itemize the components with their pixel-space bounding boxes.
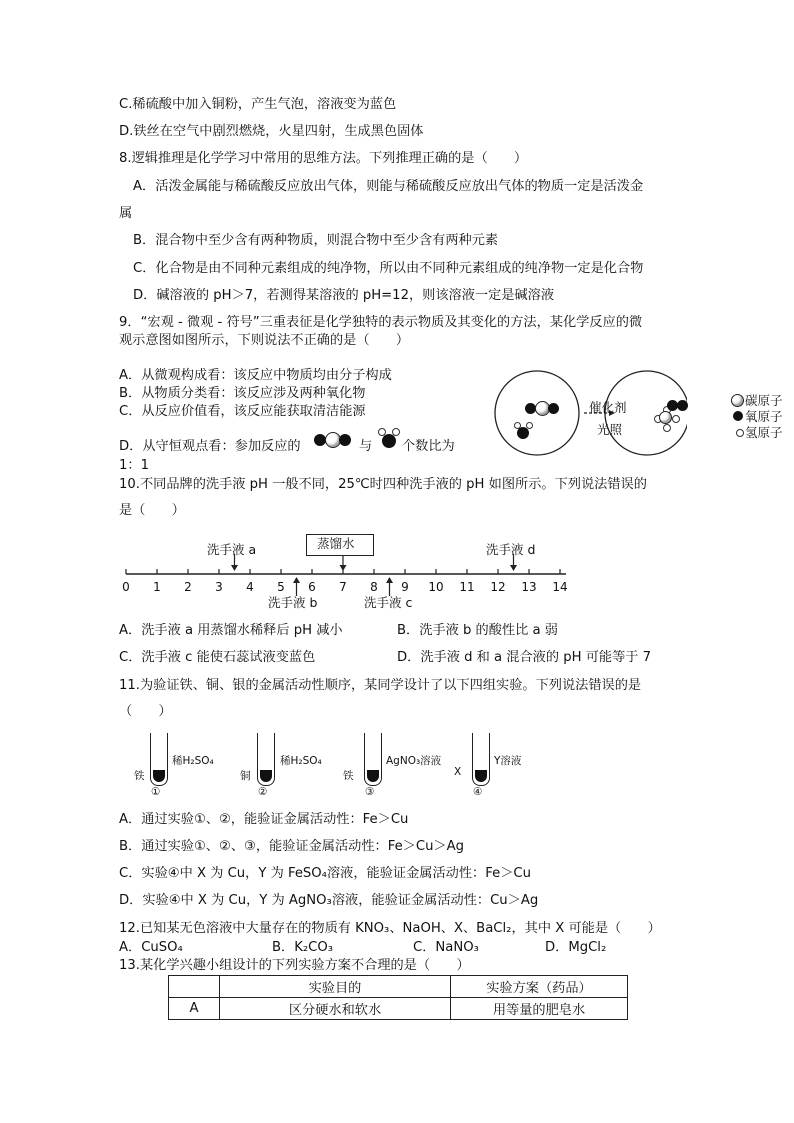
q12-option-a: A．CuSO₄ (119, 940, 183, 955)
ph-tick-label: 8 (370, 580, 378, 594)
tube-1-number: ① (151, 786, 161, 798)
tube-2-solution: 稀H₂SO₄ (280, 755, 322, 767)
catalyst-label: 催化剂 (589, 400, 627, 415)
q10-stem: 10.不同品牌的洗手液 pH 一般不同，25℃时四种洗手液的 pH 如图所示。下列说法错误的 (119, 477, 647, 492)
handwash-c-label: 洗手液 c (364, 595, 413, 610)
q9-option-b: B．从物质分类看：该反应涉及两种氧化物 (119, 386, 366, 401)
q8-option-d: D．碱溶液的 pH＞7，若测得某溶液的 pH=12，则该溶液一定是碱溶液 (133, 288, 555, 303)
ph-tick-label: 13 (521, 580, 537, 594)
ph-tick-label: 9 (401, 580, 409, 594)
tube-4-solution: Y溶液 (494, 755, 522, 767)
tube-4-metal: X (454, 766, 462, 778)
q10-option-c: C．洗手液 c 能使石蕊试液变蓝色 (119, 650, 316, 665)
q7-option-d: D.铁丝在空气中剧烈燃烧，火星四射，生成黑色固体 (119, 124, 424, 139)
q8-stem: 8.逻辑推理是化学学习中常用的思维方法。下列推理正确的是（ ） (119, 151, 528, 166)
distilled-water-arrow-head (340, 565, 347, 571)
q7-option-c: C.稀硫酸中加入铜粉，产生气泡，溶液变为蓝色 (119, 97, 397, 112)
q9-stem: 9．“宏观 - 微观 - 符号”三重表征是化学独特的表示物质及其变化的方法，某化学反应的微 (119, 315, 643, 330)
handwash-d-label: 洗手液 d (486, 542, 536, 557)
q9-option-d-and: 与 (359, 439, 373, 454)
q12-option-c: C．NaNO₃ (413, 940, 479, 955)
ph-tick-label: 1 (153, 580, 161, 594)
tube-4-number: ④ (473, 786, 483, 798)
q13-table (168, 975, 628, 1020)
q11-stem: 11.为验证铁、铜、银的金属活动性顺序，某同学设计了以下四组实验。下列说法错误的是 (119, 678, 642, 693)
tube-2-metal: 铜 (240, 770, 251, 782)
table-row (169, 976, 628, 998)
ph-tick-label: 0 (122, 580, 130, 594)
q9-option-a: A．从微观构成看：该反应中物质均由分子构成 (119, 368, 392, 383)
q10-option-d: D．洗手液 d 和 a 混合液的 pH 可能等于 7 (397, 650, 652, 665)
q10-option-a: A．洗手液 a 用蒸馏水稀释后 pH 减小 (119, 623, 343, 638)
q9-stem-cont: 观示意图如图所示，下则说法不正确的是（ ） (119, 333, 410, 348)
handwash-d-arrow-head (510, 565, 517, 571)
ph-tick-label: 3 (215, 580, 223, 594)
ph-tick-label: 11 (459, 580, 475, 594)
q10-option-b: B．洗手液 b 的酸性比 a 弱 (397, 623, 558, 638)
q9-option-d-ratio: 1：1 (119, 458, 149, 473)
table-cell (169, 976, 220, 998)
q8-option-c: C．化合物是由不同种元素组成的纯净物，所以由不同种元素组成的纯净物一定是化合物 (133, 261, 644, 276)
ph-tick-label: 4 (246, 580, 254, 594)
q11-option-d: D．实验④中 X 为 Cu，Y 为 AgNO₃溶液，能验证金属活动性：Cu＞Ag (119, 893, 539, 908)
q12-stem: 12.已知某无色溶液中大量存在的物质有 KNO₃、NaOH、X、BaCl₂，其中 X 可能是（ ） (119, 921, 661, 936)
q11-stem-cont: （ ） (119, 704, 172, 719)
distilled-water-label: 蒸馏水 (317, 536, 355, 551)
q8-option-a-cont: 属 (119, 206, 133, 221)
ph-tick-label: 12 (490, 580, 506, 594)
q12-option-d: D．MgCl₂ (545, 940, 607, 955)
co2-molecule-icon (314, 432, 354, 448)
ph-tick-label: 6 (308, 580, 316, 594)
handwash-a-arrow-head (231, 565, 238, 571)
table-header-purpose: 实验目的 (220, 976, 451, 998)
q9-option-d: D．从守恒观点看：参加反应的 (119, 439, 301, 454)
ph-tick-label: 10 (428, 580, 444, 594)
ph-tick-label: 14 (552, 580, 568, 594)
q12-option-b: B．K₂CO₃ (272, 940, 334, 955)
light-label: 光照 (597, 422, 623, 437)
table-header-plan: 实验方案（药品） (451, 976, 628, 998)
q10-stem-cont: 是（ ） (119, 503, 185, 518)
tube-3-number: ③ (365, 786, 375, 798)
table-cell-plan: 用等量的肥皂水 (451, 998, 628, 1020)
product-o2-icon (667, 400, 693, 414)
table-row (169, 998, 628, 1020)
q8-option-b: B．混合物中至少含有两种物质，则混合物中至少含有两种元素 (133, 233, 499, 248)
table-cell-purpose: 区分硬水和软水 (220, 998, 451, 1020)
q8-option-a: A．活泼金属能与稀硫酸反应放出气体，则能与稀硫酸反应放出气体的物质一定是活泼金 (133, 179, 644, 194)
ph-tick-label: 5 (277, 580, 285, 594)
q9-option-d-ratio-text: 个数比为 (402, 439, 455, 454)
handwash-b-arrow-head (293, 577, 300, 583)
ph-tick-label: 7 (339, 580, 347, 594)
q9-option-c: C．从反应价值看，该反应能获取清洁能源 (119, 404, 366, 419)
tube-1-metal: 铁 (134, 770, 145, 782)
tube-3-solution: AgNO₃溶液 (386, 755, 442, 767)
ph-tick-label: 2 (184, 580, 192, 594)
reactant-co2-icon (525, 401, 565, 417)
handwash-b-label: 洗手液 b (268, 595, 318, 610)
q11-option-a: A．通过实验①、②，能验证金属活动性：Fe＞Cu (119, 812, 409, 827)
tube-1-solution: 稀H₂SO₄ (172, 755, 214, 767)
q11-option-c: C．实验④中 X 为 Cu，Y 为 FeSO₄溶液，能验证金属活动性：Fe＞Cu (119, 866, 531, 881)
q11-option-b: B．通过实验①、②、③，能验证金属活动性：Fe＞Cu＞Ag (119, 839, 465, 854)
tube-2-number: ② (258, 786, 268, 798)
reactant-h2o-icon (514, 422, 534, 442)
h2o-molecule-icon (378, 428, 400, 450)
handwash-a-label: 洗手液 a (207, 542, 257, 557)
table-row-label: A (169, 998, 220, 1020)
tube-3-metal: 铁 (343, 770, 354, 782)
q13-stem: 13.某化学兴趣小组设计的下列实验方案不合理的是（ ） (119, 958, 470, 973)
handwash-c-arrow-head (386, 577, 393, 583)
